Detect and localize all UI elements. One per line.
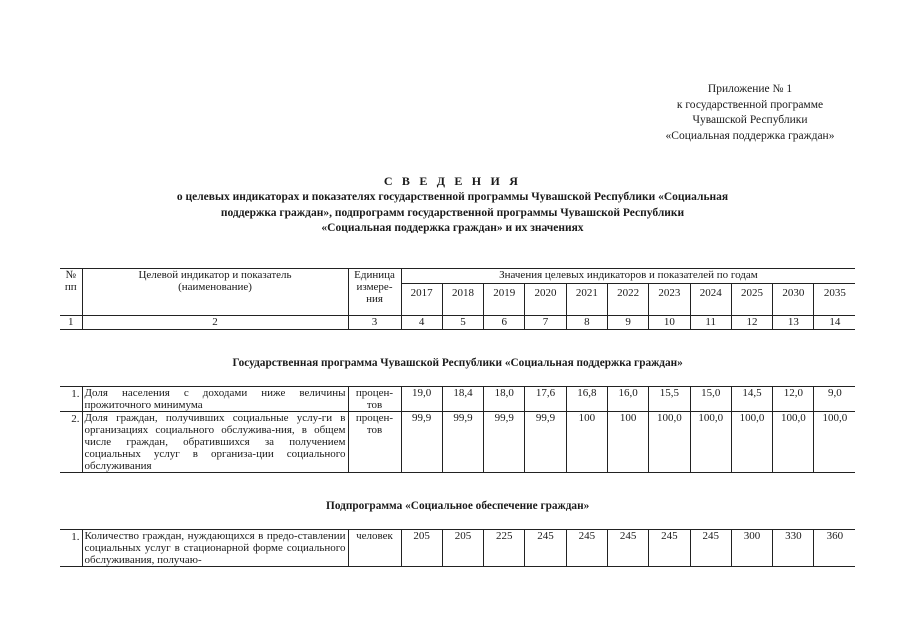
column-number: 14	[814, 316, 855, 330]
value-cell: 19,0	[401, 387, 442, 412]
indicator-name: Доля населения с доходами ниже величины прожиточного минимума	[82, 387, 348, 412]
spacer	[60, 473, 855, 494]
value-cell: 330	[773, 530, 814, 567]
value-cell: 245	[566, 530, 607, 567]
column-number: 2	[82, 316, 348, 330]
value-cell: 9,0	[814, 387, 855, 412]
value-cell: 100,0	[690, 412, 731, 473]
row-number: 1.	[60, 530, 82, 567]
value-cell: 99,9	[442, 412, 483, 473]
column-number: 7	[525, 316, 566, 330]
header-year: 2030	[773, 284, 814, 316]
table-row	[60, 387, 855, 412]
value-cell: 100	[566, 412, 607, 473]
value-cell: 16,0	[607, 387, 648, 412]
subtitle-line: о целевых индикаторах и показателях государственной программы Чувашской Республики «Социальная	[176, 191, 729, 203]
document-subtitle	[0, 190, 905, 237]
column-number: 3	[348, 316, 401, 330]
value-cell: 205	[401, 530, 442, 567]
value-cell: 100,0	[649, 412, 690, 473]
value-cell: 100,0	[814, 412, 855, 473]
value-cell: 14,5	[731, 387, 772, 412]
spacer	[60, 517, 855, 530]
appendix-line: «Социальная поддержка граждан»	[665, 129, 835, 142]
header-year: 2022	[607, 284, 648, 316]
section-title-row	[60, 493, 855, 517]
value-cell: 360	[814, 530, 855, 567]
value-cell: 245	[525, 530, 566, 567]
appendix-line: Приложение № 1	[707, 83, 793, 95]
column-number: 11	[690, 316, 731, 330]
value-cell: 245	[607, 530, 648, 567]
column-number: 12	[731, 316, 772, 330]
row-number: 2.	[60, 412, 82, 473]
column-number: 10	[649, 316, 690, 330]
value-cell: 225	[484, 530, 525, 567]
header-num: № пп	[60, 269, 82, 316]
spacer	[60, 374, 855, 387]
header-year: 2018	[442, 284, 483, 316]
header-year: 2021	[566, 284, 607, 316]
appendix-line: к государственной программе	[676, 98, 824, 111]
header-year: 2025	[731, 284, 772, 316]
header-unit: Единица измере- ния	[348, 269, 401, 316]
spacer-row	[60, 330, 855, 351]
column-number: 4	[401, 316, 442, 330]
indicator-name: Количество граждан, нуждающихся в предо-ставлении социальных услуг в стационарной форме социального обслуживания, получаю-	[82, 530, 348, 567]
header-indicator: Целевой индикатор и показатель (наименование)	[82, 269, 348, 316]
spacer	[60, 330, 855, 351]
column-number: 1	[60, 316, 82, 330]
header-year: 2019	[484, 284, 525, 316]
unit-cell: процен- тов	[348, 387, 401, 412]
spacer-row	[60, 473, 855, 494]
column-number: 9	[607, 316, 648, 330]
value-cell: 12,0	[773, 387, 814, 412]
spacer-row	[60, 374, 855, 387]
value-cell: 16,8	[566, 387, 607, 412]
header-values-group: Значения целевых индикаторов и показателей по годам	[401, 269, 855, 284]
subtitle-line: поддержка граждан», подпрограмм государственной программы Чувашской Республики	[220, 206, 685, 219]
value-cell: 205	[442, 530, 483, 567]
value-cell: 18,4	[442, 387, 483, 412]
spacer-row	[60, 517, 855, 530]
section-title-row	[60, 350, 855, 374]
table-row	[60, 412, 855, 473]
value-cell: 99,9	[525, 412, 566, 473]
value-cell: 100,0	[731, 412, 772, 473]
unit-cell: процен- тов	[348, 412, 401, 473]
header-year: 2020	[525, 284, 566, 316]
column-number: 13	[773, 316, 814, 330]
appendix-line: Чувашской Республики	[692, 114, 808, 126]
section-title: Подпрограмма «Социальное обеспечение граждан»	[326, 500, 590, 512]
value-cell: 17,6	[525, 387, 566, 412]
value-cell: 300	[731, 530, 772, 567]
appendix-block	[600, 82, 900, 144]
column-number: 5	[442, 316, 483, 330]
document-title: С В Е Д Е Н И Я	[383, 174, 522, 188]
header-year: 2024	[690, 284, 731, 316]
indicator-name: Доля граждан, получивших социальные услу-ги в организациях социального обслужива-ния, в общем числе граждан, обратившихся за получением социальных услуг в организа-ции социального обслуживания	[82, 412, 348, 473]
value-cell: 100,0	[773, 412, 814, 473]
subtitle-line: «Социальная поддержка граждан» и их значениях	[321, 222, 584, 234]
value-cell: 18,0	[484, 387, 525, 412]
header-year: 2017	[401, 284, 442, 316]
value-cell: 245	[649, 530, 690, 567]
row-number: 1.	[60, 387, 82, 412]
unit-cell: человек	[348, 530, 401, 567]
header-year: 2035	[814, 284, 855, 316]
indicators-table	[60, 268, 855, 567]
column-number: 8	[566, 316, 607, 330]
header-row	[60, 269, 855, 284]
value-cell: 100	[607, 412, 648, 473]
value-cell: 245	[690, 530, 731, 567]
column-number: 6	[484, 316, 525, 330]
header-year: 2023	[649, 284, 690, 316]
value-cell: 15,5	[649, 387, 690, 412]
value-cell: 99,9	[401, 412, 442, 473]
value-cell: 99,9	[484, 412, 525, 473]
column-numbers-row	[60, 316, 855, 330]
table-row	[60, 530, 855, 567]
value-cell: 15,0	[690, 387, 731, 412]
section-title: Государственная программа Чувашской Республики «Социальная поддержка граждан»	[232, 357, 683, 369]
